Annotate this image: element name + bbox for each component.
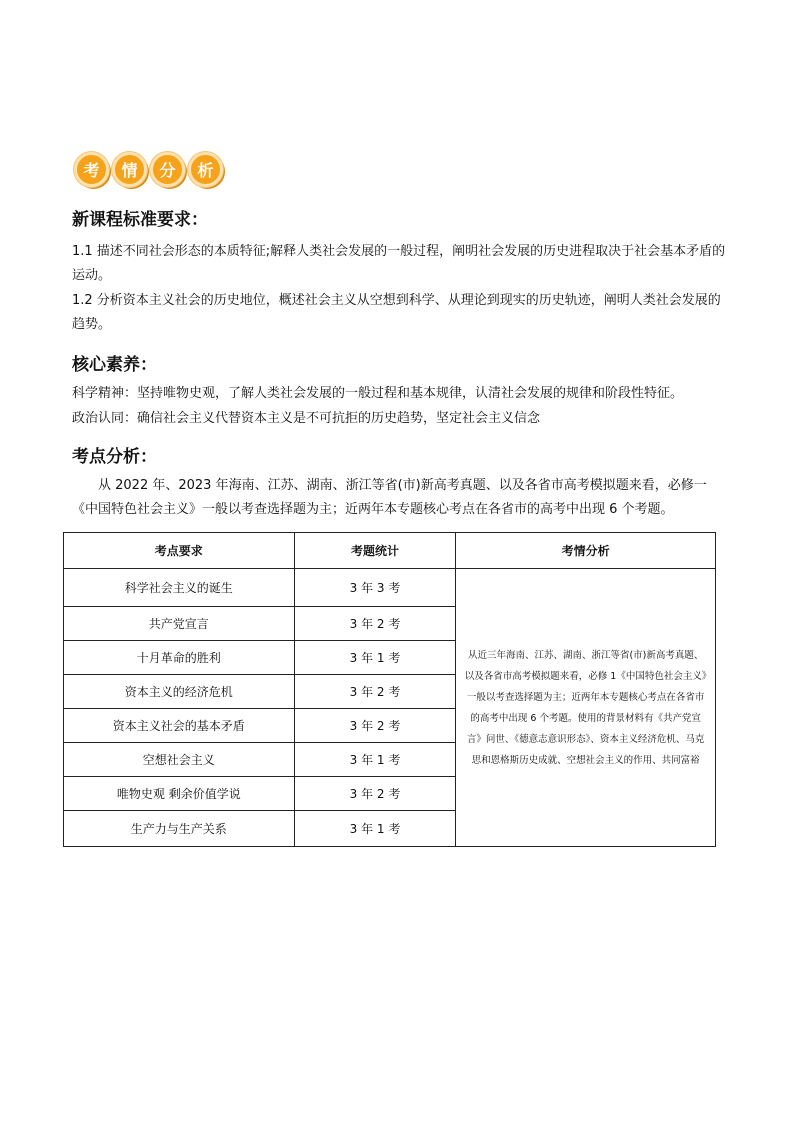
exam-analysis-heading: 考点分析： [72,447,157,467]
topic-cell: 空想社会主义 [64,743,295,777]
analysis-cell: 从近三年海南、江苏、湖南、浙江等省(市)新高考真题、以及各省市高考模拟题来看，必修 1《中国特色社会主义》一般以考查选择题为主；近两年本专题核心考点在各省市的高考中出现 6 个考题。使用的背景材料有《共产党宣言》问世、《德意志意识形态》、资本主义经济危机、马克思和恩格斯历史成就、空想社会主义的作用、共同富裕 [456,569,716,847]
badge-char: 情 [112,152,147,187]
badge-char: 考 [74,152,109,187]
header-cell: 考题统计 [294,533,456,569]
literacy-item: 政治认同：确信社会主义代替资本主义是不可抗拒的历史趋势，坚定社会主义信念 [72,411,541,426]
curriculum-item: 1.2 分析资本主义社会的历史地位，概述社会主义从空想到科学、从理论到现实的历史轨迹，阐明人类社会发展的趋势。 [72,293,721,332]
badge-char: 析 [188,152,223,187]
literacy-heading: 核心素养： [72,355,157,375]
topic-cell: 资本主义社会的基本矛盾 [64,709,295,743]
count-cell: 3 年 2 考 [294,709,456,743]
count-cell: 3 年 2 考 [294,777,456,811]
header-cell: 考点要求 [64,533,295,569]
curriculum-heading: 新课程标准要求： [72,210,208,230]
table-row [64,569,716,607]
count-cell: 3 年 1 考 [294,743,456,777]
table-header-row [64,533,716,569]
exam-table [63,532,716,847]
header-cell: 考情分析 [456,533,716,569]
count-cell: 3 年 1 考 [294,811,456,847]
exam-analysis-intro: 从 2022 年、2023 年海南、江苏、湖南、浙江等省(市)新高考真题、以及各省市高考模拟题来看，必修一《中国特色社会主义》一般以考查选择题为主；近两年本专题核心考点在各省市的高考中出现 6 个考题。 [72,478,707,517]
curriculum-item: 1.1 描述不同社会形态的本质特征;解释人类社会发展的一般过程，阐明社会发展的历史进程取决于社会基本矛盾的运动。 [72,244,726,283]
count-cell: 3 年 2 考 [294,607,456,641]
topic-cell: 生产力与生产关系 [64,811,295,847]
count-cell: 3 年 1 考 [294,641,456,675]
topic-cell: 科学社会主义的诞生 [64,569,295,607]
topic-cell: 共产党宣言 [64,607,295,641]
topic-cell: 十月革命的胜利 [64,641,295,675]
literacy-item: 科学精神：坚持唯物史观，了解人类社会发展的一般过程和基本规律，认清社会发展的规律和阶段性特征。 [72,386,684,401]
topic-cell: 唯物史观 剩余价值学说 [64,777,295,811]
topic-cell: 资本主义的经济危机 [64,675,295,709]
count-cell: 3 年 3 考 [294,569,456,607]
section-badge [74,152,226,187]
count-cell: 3 年 2 考 [294,675,456,709]
badge-char: 分 [150,152,185,187]
